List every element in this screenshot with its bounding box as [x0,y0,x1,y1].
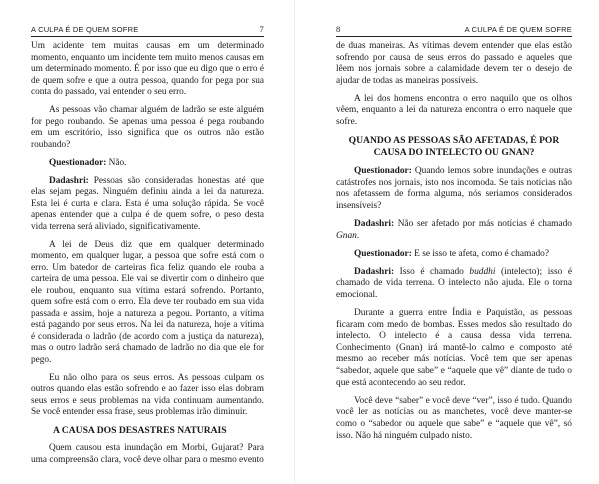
dialogue-line [336,219,572,242]
dialogue-line [336,249,572,261]
dialogue-text: . [356,230,360,241]
paragraph: A lei dos homens encontra o erro naquilo que os olhos vêem, enquanto a lei da natureza encontra o erro naquele que sofre. [336,93,572,128]
paragraph: Um acidente tem muitas causas em um determinado momento, enquanto um incidente tem muito menos causas em um determinado momento. É por isso que eu digo que o erro é de quem sofre e que a outra pessoa, quando for pega por sua conta do passado, vai entender o seu erro. [31,41,264,97]
paragraph: Durante a guerra entre Índia e Paquistão, as pessoas ficaram com medo de bombas. Esses medos são resultado do intelecto. O intelecto é a causa dessa vida terrena. Conhecimento (Gnan) irá mantê-lo calmo e composto até mesmo ao receber más notícias. Você tem que ser apenas “sabedor, aquele que sabe” e “aquele que vê” diante de tudo o que está acontecendo ao seu redor. [336,308,572,388]
paragraph: de duas maneiras. As vítimas devem entender que elas estão sofrendo por causa de seus erros do passado e aqueles que lêem nos jornais sobre a calamidade devem ter o desejo de ajudar de todas as maneiras possíveis. [336,41,572,86]
speaker-label: Dadashri: [49,175,89,186]
dialogue-text: (intelecto); isso é chamado de vida terrena. O intelecto não ajuda. Ele o torna emocional. [336,266,572,300]
paragraph: Quem causou esta inundação em Morbi, Gujarat? Para uma compreensão clara, você deve olhar para o mesmo evento [31,443,264,465]
paragraph: Eu não olho para os seus erros. As pessoas culpam os outros quando elas estão sofrendo e ao fazer isso elas dobram seus erros e seus problemas na vida continuam aumentando. Se você entender essa frase, seus problemas irão diminuir. [31,372,264,417]
speaker-label: Questionador: [354,166,412,177]
right-page [300,0,599,484]
dialogue-text: Não. [106,157,127,168]
speaker-label: Questionador: [354,248,412,259]
running-head: A CULPA É DE QUEM SOFRE [31,25,139,34]
paragraph: Você deve “saber” e você deve “ver”, isso é tudo. Quando você ler as notícias ou as manchetes, você deve manter-se como o “sabedor ou aquele que sabe” e “aquele que vê”, só isso. Não há ninguém culpado nisto. [336,395,572,441]
left-page-header [31,14,264,37]
page-number: 7 [259,24,264,34]
dialogue-text: Isso é chamado [394,266,470,277]
paragraph: As pessoas vão chamar alguém de ladrão se este alguém for pego roubando. Se apenas uma pessoa é pega roubando em um escritório, isso significa que os outros não estão roubando? [31,105,264,150]
dialogue-line [336,166,572,212]
dialogue-line [336,267,572,302]
term-italic: buddhi [469,266,496,277]
paragraph: A lei de Deus diz que em qualquer determinado momento, em qualquer lugar, a pessoa que sofre está com o erro. Um batedor de carteiras fica feliz quando ele rouba a carteira de uma pessoa. Ele vai se divertir com o dinheiro que ele roubou, enquanto sua vítima estará sofrendo. Portanto, quem sofre está com o erro. Ela deve ter roubado em sua vida passada e assim, hoje a natureza a pegou. Portanto, a vítima está pagando por seus erros. Na lei da natureza, hoje a vítima é considerada o ladrão (de acordo com a justiça da natureza), mas o outro ladrão será chamado de ladrão no dia que ele for pego. [31,239,264,365]
dialogue-text: E se isso te afeta, como é chamado? [411,248,550,259]
dialogue-line [31,176,264,234]
dialogue-text: Quando lemos sobre inundações e outras catástrofes nos jornais, isto nos incomoda. Se tais notícias não nos afetassem de forma alguma, nós seriamos considerados insensíveis? [336,166,572,211]
section-heading: QUANDO AS PESSOAS SÃO AFETADAS, É POR CAUSA DO INTELECTO OU GNAN? [348,135,560,159]
dialogue-text: Não ser afetado por más notícias é chamado [394,219,572,230]
left-page [0,0,288,484]
speaker-label: Questionador: [49,157,107,168]
term-italic: Gnan [336,230,357,241]
page-number: 8 [336,24,341,34]
dialogue-text: Pessoas são consideradas honestas até que elas sejam pegas. Ninguém definiu ainda a lei da natureza. Esta lei é curta e clara. Esta é uma solução rápida. Se você apenas entender que a culpa é de quem sofre, o peso desta vida terrena será aliviado, significativamente. [31,175,264,232]
section-heading: A CAUSA DOS DESASTRES NATURAIS [53,425,227,436]
speaker-label: Dadashri: [354,219,395,230]
right-page-header [336,14,572,37]
running-head: A CULPA É DE QUEM SOFRE [464,25,572,34]
dialogue-line [31,158,264,170]
page-gutter [294,0,295,484]
speaker-label: Dadashri: [354,266,395,277]
